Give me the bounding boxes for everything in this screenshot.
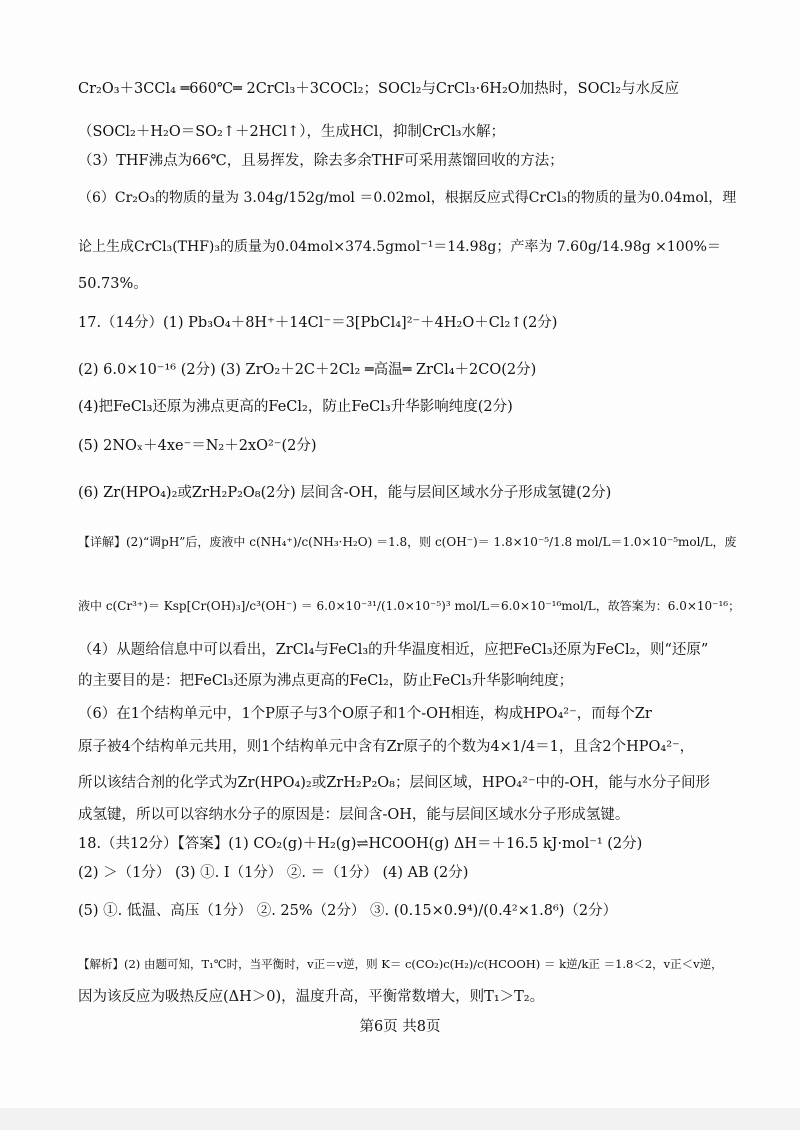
text-line: 原子被4个结构单元共用，则1个结构单元中含有Zr原子的个数为4×1/4＝1，且含2个HPO₄²⁻， [78,739,695,755]
text-line: 成氢键，所以可以容纳水分子的原因是：层间含-OH，能与层间区域水分子形成氢键。 [78,807,630,823]
text-line: 所以该结合剂的化学式为Zr(HPO₄)₂或ZrH₂P₂O₈；层间区域，HPO₄²⁻中的-OH，能与水分子间形 [78,775,710,791]
text-line: 18.（共12分）【答案】(1) CO₂(g)＋H₂(g)⇌HCOOH(g) ΔH＝＋16.5 kJ·mol⁻¹ (2分) [78,836,643,852]
text-line: （SOCl₂＋H₂O＝SO₂↑＋2HCl↑），生成HCl，抑制CrCl₃水解； [78,124,505,140]
bottom-strip [0,1108,800,1130]
text-line: (5) ①. 低温、高压（1分） ②. 25%（2分） ③. (0.15×0.9⁴)/(0.4²×1.8⁶)（2分） [78,903,618,919]
text-line: （4）从题给信息中可以看出，ZrCl₄与FeCl₃的升华温度相近，应把FeCl₃还原为FeCl₂，则“还原” [78,642,709,658]
text-line: (2) ＞（1分） (3) ①. I（1分） ②. ＝（1分） (4) AB (2分) [78,865,469,881]
page-footer: 第6页 共8页 [359,1019,441,1035]
text-line: (5) 2NOₓ＋4xe⁻＝N₂＋2xO²⁻(2分) [78,438,317,454]
text-line: （6）Cr₂O₃的物质的量为 3.04g/152g/mol ＝0.02mol，根据反应式得CrCl₃的物质的量为0.04mol，理 [78,190,737,206]
text-line: 因为该反应为吸热反应(ΔH＞0)，温度升高，平衡常数增大，则T₁＞T₂。 [78,989,545,1005]
text-line: 的主要目的是：把FeCl₃还原为沸点更高的FeCl₂，防止FeCl₃升华影响纯度； [78,673,574,689]
text-line: 【解析】(2) 由题可知，T₁℃时，当平衡时，v正＝v逆，则 K＝ c(CO₂)c(H₂)/c(HCOOH) ＝ k逆/k正 ＝1.8＜2，v正＜v逆， [78,957,723,971]
text-line: （3）THF沸点为66℃，且易挥发，除去多余THF可采用蒸馏回收的方法； [78,153,564,169]
text-line: 17.（14分）(1) Pb₃O₄＋8H⁺＋14Cl⁻＝3[PbCl₄]²⁻＋4H₂O＋Cl₂↑(2分) [78,315,558,331]
text-line: 50.73%。 [78,276,148,292]
text-line: (4)把FeCl₃还原为沸点更高的FeCl₂，防止FeCl₃升华影响纯度(2分) [78,399,513,415]
text-line: Cr₂O₃＋3CCl₄ ═660℃═ 2CrCl₃＋3COCl₂；SOCl₂与CrCl₃·6H₂O加热时，SOCl₂与水反应 [78,81,680,97]
text-line: （6）在1个结构单元中，1个P原子与3个O原子和1个-OH相连，构成HPO₄²⁻，而每个Zr [78,706,652,722]
text-line: (2) 6.0×10⁻¹⁶ (2分) (3) ZrO₂＋2C＋2Cl₂ ═高温═ ZrCl₄＋2CO(2分) [78,362,537,378]
text-line: 液中 c(Cr³⁺)＝ Ksp[Cr(OH)₃]/c³(OH⁻) ＝ 6.0×10⁻³¹/(1.0×10⁻⁵)³ mol/L＝6.0×10⁻¹⁶mol/L，故答案为：6.0×10⁻¹⁶； [78,599,741,613]
text-line: 论上生成CrCl₃(THF)₃的质量为0.04mol×374.5gmol⁻¹＝14.98g；产率为 7.60g/14.98g ×100%＝ [78,239,721,255]
text-line: 【详解】(2)“调pH”后，废液中 c(NH₄⁺)/c(NH₃·H₂O) ＝1.8，则 c(OH⁻)＝ 1.8×10⁻⁵/1.8 mol/L＝1.0×10⁻⁵mol/L，废 [78,535,737,549]
text-line: (6) Zr(HPO₄)₂或ZrH₂P₂O₈(2分) 层间含-OH，能与层间区域水分子形成氢键(2分) [78,485,612,501]
